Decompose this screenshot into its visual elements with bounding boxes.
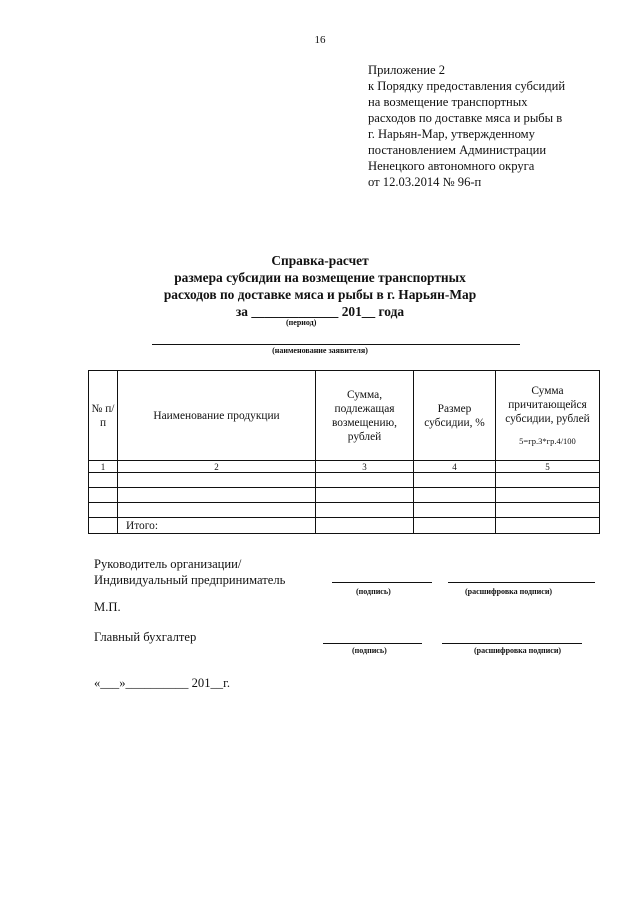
- total-cell[interactable]: [316, 518, 414, 534]
- table-cell[interactable]: [414, 503, 496, 518]
- appendix-line: Приложение 2: [368, 63, 446, 77]
- accountant-label: Главный бухгалтер: [94, 630, 197, 644]
- total-cell[interactable]: [496, 518, 600, 534]
- table-cell[interactable]: [118, 488, 316, 503]
- table-cell[interactable]: [496, 488, 600, 503]
- head-title-line1: Руководитель организации/: [94, 557, 242, 571]
- head-decoding-hint: (расшифровка подписи): [465, 587, 553, 596]
- column-number: 5: [496, 461, 600, 473]
- table-row: [89, 473, 600, 488]
- header-reimbursement-sum: Сумма, подлежащая возмещению, рублей: [316, 371, 414, 461]
- head-signature-hint: (подпись): [356, 587, 391, 596]
- accountant-signature-line[interactable]: [323, 643, 422, 644]
- appendix-line: постановлением Администрации: [368, 143, 547, 157]
- table-cell[interactable]: [118, 503, 316, 518]
- accountant-signature-hint: (подпись): [352, 646, 387, 655]
- header-subsidy-due: [496, 371, 600, 461]
- column-number-row: [89, 461, 600, 473]
- title-line: размера субсидии на возмещение транспортных: [174, 270, 466, 285]
- header-subsidy-due-label: Сумма причитающейся субсидии, рублей: [505, 384, 590, 425]
- total-row: [89, 518, 600, 534]
- appendix-block: [368, 62, 565, 190]
- table-row: [89, 488, 600, 503]
- subsidy-formula: 5=гр.3*гр.4/100: [519, 435, 576, 446]
- column-number: 1: [89, 461, 118, 473]
- table-cell[interactable]: [89, 488, 118, 503]
- table-cell: [89, 518, 118, 534]
- table-cell[interactable]: [496, 473, 600, 488]
- head-decoding-line[interactable]: [448, 582, 595, 583]
- table-cell[interactable]: [496, 503, 600, 518]
- column-number: 3: [316, 461, 414, 473]
- calculation-table: [88, 370, 600, 534]
- applicant-hint: (наименование заявителя): [272, 346, 368, 355]
- appendix-line: от 12.03.2014 № 96-п: [368, 175, 482, 189]
- title-period-line: за _____________ 201__ года: [235, 304, 405, 319]
- head-title-line2: Индивидуальный предприниматель: [94, 573, 286, 587]
- table-cell[interactable]: [89, 503, 118, 518]
- table-cell[interactable]: [414, 488, 496, 503]
- appendix-line: на возмещение транспортных: [368, 95, 528, 109]
- header-product-name: Наименование продукции: [118, 371, 316, 461]
- document-title: [0, 252, 640, 320]
- header-subsidy-rate: Размер субсидии, %: [414, 371, 496, 461]
- appendix-line: расходов по доставке мяса и рыбы в: [368, 111, 563, 125]
- table-cell[interactable]: [316, 473, 414, 488]
- period-hint: (период): [286, 318, 317, 327]
- title-line: расходов по доставке мяса и рыбы в г. Нарьян-Мар: [163, 287, 477, 302]
- title-line: Справка-расчет: [271, 253, 369, 268]
- seal-label: М.П.: [94, 600, 121, 614]
- appendix-line: г. Нарьян-Мар, утвержденному: [368, 127, 535, 141]
- table-cell[interactable]: [118, 473, 316, 488]
- table-cell[interactable]: [89, 473, 118, 488]
- table-cell[interactable]: [414, 473, 496, 488]
- column-number: 2: [118, 461, 316, 473]
- appendix-line: Ненецкого автономного округа: [368, 159, 535, 173]
- accountant-decoding-line[interactable]: [442, 643, 582, 644]
- table-cell[interactable]: [316, 503, 414, 518]
- date-line[interactable]: «___»__________ 201__г.: [94, 676, 230, 690]
- appendix-line: к Порядку предоставления субсидий: [368, 79, 566, 93]
- applicant-name-line[interactable]: [152, 344, 520, 345]
- total-label: Итого:: [118, 518, 316, 534]
- accountant-decoding-hint: (расшифровка подписи): [474, 646, 562, 655]
- table-header-row: [89, 371, 600, 461]
- table-row: [89, 503, 600, 518]
- page-number: 16: [314, 34, 326, 46]
- total-cell[interactable]: [414, 518, 496, 534]
- table-cell[interactable]: [316, 488, 414, 503]
- head-signature-line[interactable]: [332, 582, 432, 583]
- column-number: 4: [414, 461, 496, 473]
- header-number: № п/п: [89, 371, 118, 461]
